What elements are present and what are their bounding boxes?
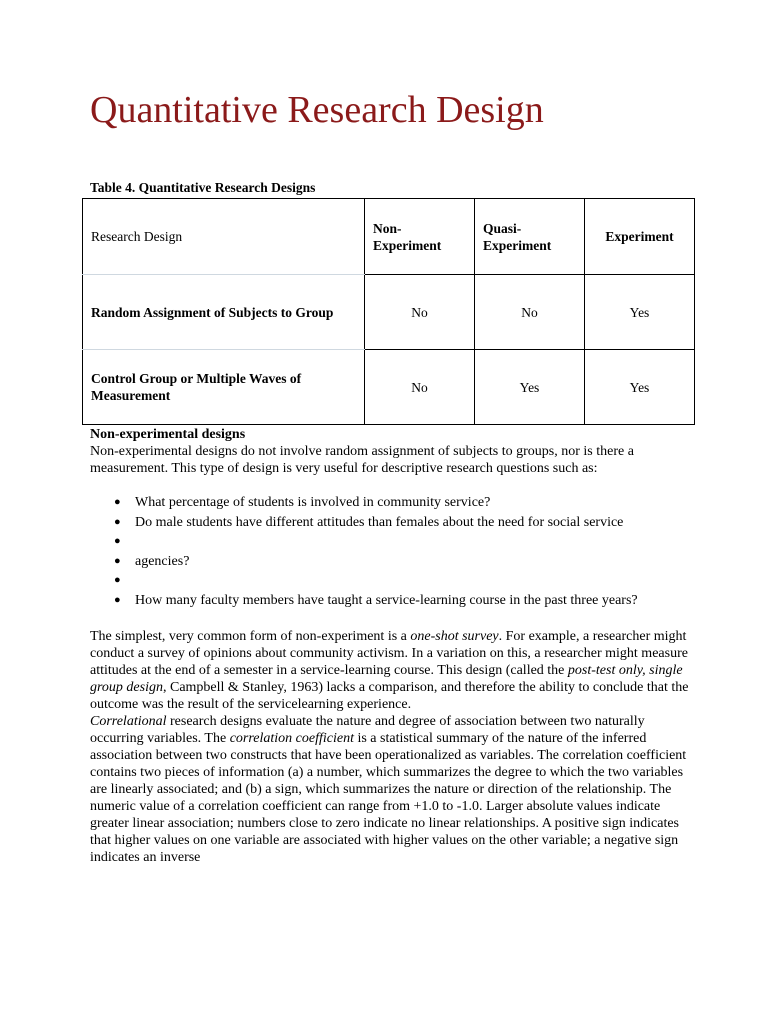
list-item xyxy=(90,552,690,572)
bullet-icon: ● xyxy=(114,574,121,586)
bullet-icon: ● xyxy=(114,535,121,547)
list-item xyxy=(90,493,690,513)
list-item-text: How many faculty members have taught a service-learning course in the past three years? xyxy=(135,592,638,608)
cell-experiment: Yes xyxy=(585,350,695,425)
cell-quasi-experiment: Yes xyxy=(475,350,585,425)
list-item-text: Do male students have different attitudes than females about the need for social service xyxy=(135,514,624,530)
body-text xyxy=(90,426,690,866)
table-row xyxy=(83,275,695,350)
list-item xyxy=(90,571,690,591)
bullet-icon: ● xyxy=(114,593,121,606)
one-shot-survey-paragraph xyxy=(90,628,690,713)
page-title: Quantitative Research Design xyxy=(90,89,544,131)
cell-experiment: Yes xyxy=(585,275,695,350)
header-non-experiment: Non-Experiment xyxy=(365,199,475,275)
list-item xyxy=(90,591,690,611)
header-quasi-experiment: Quasi-Experiment xyxy=(475,199,585,275)
list-item-text: agencies? xyxy=(135,553,190,569)
p2-term-correlation-coefficient: correlation coefficient xyxy=(229,731,354,746)
bullet-icon: ● xyxy=(114,554,121,567)
intro-paragraph: Non-experimental designs do not involve random assignment of subjects to groups, nor is there a measurement. This type of design is very useful for descriptive research questions such as: xyxy=(90,444,634,476)
question-list xyxy=(90,493,690,610)
row-label-control-group: Control Group or Multiple Waves of Measurement xyxy=(83,350,365,425)
p1-text-e: , Campbell & Stanley, 1963) lacks a comparison, and therefore the ability to conclude that the outcome was the result of the servicelearning experience. xyxy=(90,680,689,712)
list-item xyxy=(90,513,690,533)
p1-text-a: The simplest, very common form of non-experiment is a xyxy=(90,629,411,644)
p1-term-one-shot-survey: one-shot survey xyxy=(410,629,499,644)
p2-term-correlational: Correlational xyxy=(90,714,167,729)
list-item xyxy=(90,532,690,552)
bullet-icon: ● xyxy=(114,496,121,508)
table-caption: Table 4. Quantitative Research Designs xyxy=(90,180,316,195)
list-item-text: What percentage of students is involved in community service? xyxy=(135,495,491,510)
p2-text-b: research designs evaluate the nature and degree of association between two naturally occurring variables. The xyxy=(90,714,645,746)
cell-quasi-experiment: No xyxy=(475,275,585,350)
cell-non-experiment: No xyxy=(365,275,475,350)
research-design-table xyxy=(82,198,695,425)
correlational-paragraph xyxy=(90,713,690,866)
cell-non-experiment: No xyxy=(365,350,475,425)
table-header-row xyxy=(83,199,695,275)
p2-text-d: is a statistical summary of the nature of the inferred association between two constructs that have been operationalized as variables. The correlation coefficient contains two pieces of information (a) a number, which summarizes the degree to which the two variables are linearly associated; and (b) a sign, which summarizes the nature or direction of the relationship. The numeric value of a correlation coefficient can range from +1.0 to -1.0. Larger absolute values indicate greater linear association; numbers close to zero indicate no linear relationships. A positive sign indicates that higher values on one variable are associated with higher values on the other variable; a negative sign indicates an inverse xyxy=(90,731,687,865)
p1-term-post-test-only: post-test only, single group design xyxy=(90,663,683,695)
bullet-icon: ● xyxy=(114,515,121,528)
p1-text-c: . For example, a researcher might conduct a survey of opinions about community activism. In a variation on this, a researcher might measure attitudes at the end of a semester in a service-learning course. This design (called the xyxy=(90,629,688,678)
header-experiment: Experiment xyxy=(585,199,695,275)
section-heading: Non-experimental designs xyxy=(90,427,246,442)
header-research-design: Research Design xyxy=(83,199,365,275)
row-label-random-assignment: Random Assignment of Subjects to Group xyxy=(83,275,365,350)
table-row xyxy=(83,350,695,425)
